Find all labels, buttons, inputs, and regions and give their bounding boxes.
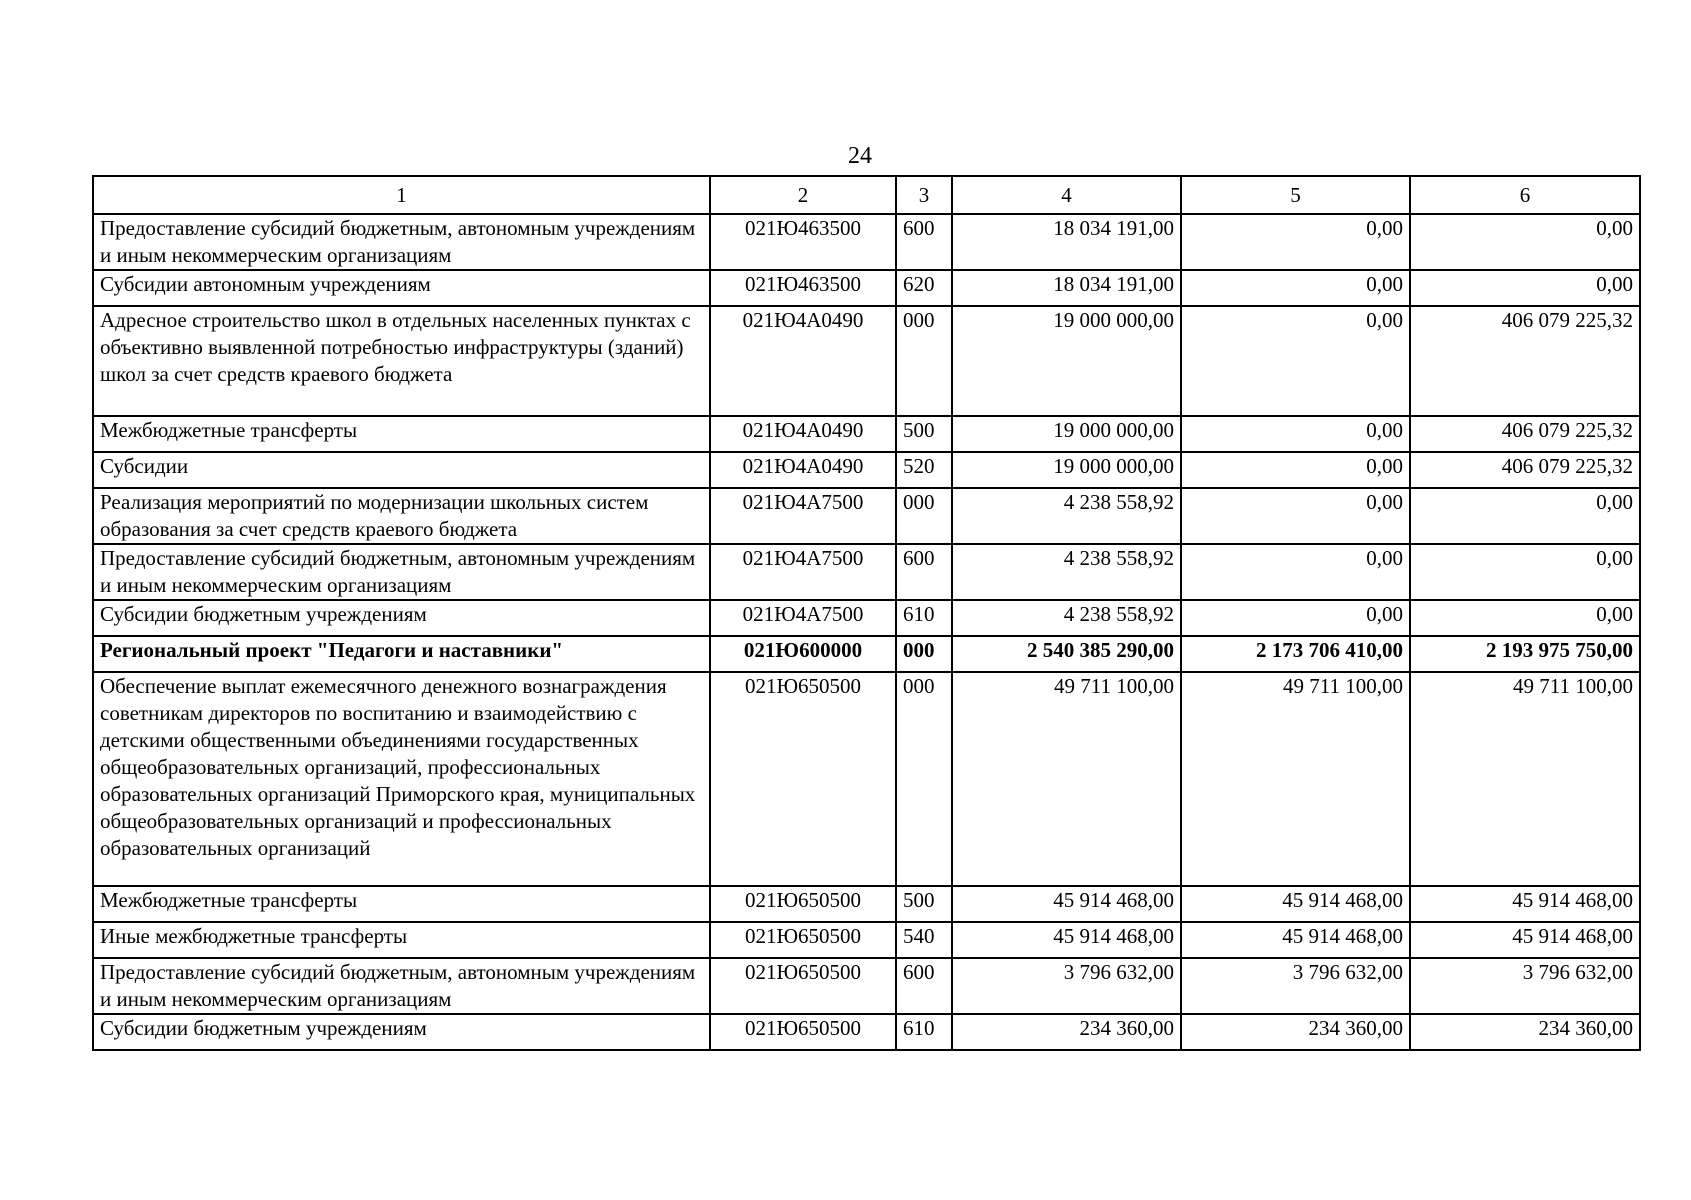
row-expense-type: 000 <box>896 672 952 886</box>
row-value-col5: 45 914 468,00 <box>1181 922 1410 958</box>
row-value-col5: 0,00 <box>1181 452 1410 488</box>
row-expense-type: 500 <box>896 886 952 922</box>
row-code: 021Ю650500 <box>710 672 896 886</box>
row-name: Межбюджетные трансферты <box>93 416 710 452</box>
row-code: 021Ю463500 <box>710 214 896 270</box>
row-value-col5: 45 914 468,00 <box>1181 886 1410 922</box>
row-value-col6: 0,00 <box>1410 270 1640 306</box>
row-expense-type: 540 <box>896 922 952 958</box>
row-code: 021Ю650500 <box>710 1014 896 1050</box>
row-expense-type: 600 <box>896 214 952 270</box>
row-value-col6: 0,00 <box>1410 600 1640 636</box>
row-value-col4: 4 238 558,92 <box>952 600 1181 636</box>
row-value-col4: 45 914 468,00 <box>952 886 1181 922</box>
row-code: 021Ю4А7500 <box>710 488 896 544</box>
row-expense-type: 620 <box>896 270 952 306</box>
table-row <box>93 922 1640 958</box>
row-value-col5: 0,00 <box>1181 306 1410 416</box>
row-code: 021Ю4А0490 <box>710 452 896 488</box>
row-value-col6: 45 914 468,00 <box>1410 886 1640 922</box>
row-code: 021Ю600000 <box>710 636 896 672</box>
row-value-col6: 2 193 975 750,00 <box>1410 636 1640 672</box>
row-name: Адресное строительство школ в отдельных населенных пунктах с объективно выявленной потребностью инфраструктуры (зданий) школ за счет средств краевого бюджета <box>93 306 710 416</box>
column-header-6: 6 <box>1410 176 1640 214</box>
column-header-5: 5 <box>1181 176 1410 214</box>
table-row <box>93 270 1640 306</box>
row-code: 021Ю650500 <box>710 886 896 922</box>
row-code: 021Ю463500 <box>710 270 896 306</box>
row-expense-type: 520 <box>896 452 952 488</box>
row-code: 021Ю650500 <box>710 922 896 958</box>
table-row <box>93 544 1640 600</box>
table-row <box>93 416 1640 452</box>
row-value-col6: 406 079 225,32 <box>1410 452 1640 488</box>
row-value-col6: 234 360,00 <box>1410 1014 1640 1050</box>
table-row-project-total <box>93 636 1640 672</box>
row-expense-type: 600 <box>896 958 952 1014</box>
row-expense-type: 000 <box>896 488 952 544</box>
row-name: Субсидии бюджетным учреждениям <box>93 600 710 636</box>
row-value-col6: 0,00 <box>1410 544 1640 600</box>
header-row <box>93 176 1640 214</box>
column-header-1: 1 <box>93 176 710 214</box>
row-code: 021Ю4А7500 <box>710 600 896 636</box>
row-value-col5: 0,00 <box>1181 544 1410 600</box>
row-value-col5: 3 796 632,00 <box>1181 958 1410 1014</box>
row-value-col5: 2 173 706 410,00 <box>1181 636 1410 672</box>
row-code: 021Ю4А7500 <box>710 544 896 600</box>
row-value-col4: 19 000 000,00 <box>952 416 1181 452</box>
row-value-col4: 19 000 000,00 <box>952 306 1181 416</box>
row-name: Предоставление субсидий бюджетным, автономным учреждениям и иным некоммерческим организациям <box>93 958 710 1014</box>
row-name: Субсидии <box>93 452 710 488</box>
row-value-col6: 0,00 <box>1410 488 1640 544</box>
row-value-col4: 18 034 191,00 <box>952 270 1181 306</box>
row-value-col4: 4 238 558,92 <box>952 544 1181 600</box>
table-row <box>93 1014 1640 1050</box>
row-name: Субсидии автономным учреждениям <box>93 270 710 306</box>
row-value-col6: 406 079 225,32 <box>1410 416 1640 452</box>
page-number: 24 <box>848 143 872 169</box>
row-name: Межбюджетные трансферты <box>93 886 710 922</box>
row-expense-type: 610 <box>896 600 952 636</box>
row-value-col6: 49 711 100,00 <box>1410 672 1640 886</box>
table-row <box>93 600 1640 636</box>
table-row <box>93 958 1640 1014</box>
table-row <box>93 306 1640 416</box>
row-value-col4: 4 238 558,92 <box>952 488 1181 544</box>
row-expense-type: 000 <box>896 306 952 416</box>
row-name: Иные межбюджетные трансферты <box>93 922 710 958</box>
row-value-col4: 19 000 000,00 <box>952 452 1181 488</box>
row-value-col6: 3 796 632,00 <box>1410 958 1640 1014</box>
row-expense-type: 600 <box>896 544 952 600</box>
row-name: Обеспечение выплат ежемесячного денежного вознаграждения советникам директоров по воспитанию и взаимодействию с детскими общественными объединениями государственных общеобразовательных организаций, профессиональных образовательных организаций Приморского края, муниципальных общеобразовательных организаций и профессиональных образовательных организаций <box>93 672 710 886</box>
row-value-col5: 0,00 <box>1181 600 1410 636</box>
column-header-2: 2 <box>710 176 896 214</box>
row-value-col4: 45 914 468,00 <box>952 922 1181 958</box>
row-value-col5: 0,00 <box>1181 214 1410 270</box>
row-value-col5: 0,00 <box>1181 270 1410 306</box>
row-value-col6: 406 079 225,32 <box>1410 306 1640 416</box>
column-header-4: 4 <box>952 176 1181 214</box>
row-name: Предоставление субсидий бюджетным, автономным учреждениям и иным некоммерческим организациям <box>93 214 710 270</box>
column-header-3: 3 <box>896 176 952 214</box>
row-value-col5: 234 360,00 <box>1181 1014 1410 1050</box>
row-value-col5: 0,00 <box>1181 416 1410 452</box>
row-name: Реализация мероприятий по модернизации школьных систем образования за счет средств краевого бюджета <box>93 488 710 544</box>
table-row <box>93 886 1640 922</box>
row-value-col4: 234 360,00 <box>952 1014 1181 1050</box>
row-expense-type: 610 <box>896 1014 952 1050</box>
row-expense-type: 500 <box>896 416 952 452</box>
row-value-col4: 18 034 191,00 <box>952 214 1181 270</box>
table-row <box>93 488 1640 544</box>
row-code: 021Ю4А0490 <box>710 306 896 416</box>
row-name: Предоставление субсидий бюджетным, автономным учреждениям и иным некоммерческим организациям <box>93 544 710 600</box>
row-value-col5: 0,00 <box>1181 488 1410 544</box>
row-value-col6: 0,00 <box>1410 214 1640 270</box>
budget-table <box>92 175 1641 1051</box>
row-value-col5: 49 711 100,00 <box>1181 672 1410 886</box>
row-code: 021Ю650500 <box>710 958 896 1014</box>
row-value-col4: 3 796 632,00 <box>952 958 1181 1014</box>
row-code: 021Ю4А0490 <box>710 416 896 452</box>
table-row <box>93 214 1640 270</box>
row-value-col4: 2 540 385 290,00 <box>952 636 1181 672</box>
row-value-col6: 45 914 468,00 <box>1410 922 1640 958</box>
row-name: Региональный проект "Педагоги и наставники" <box>93 636 710 672</box>
table-row <box>93 672 1640 886</box>
table-row <box>93 452 1640 488</box>
row-expense-type: 000 <box>896 636 952 672</box>
row-name: Субсидии бюджетным учреждениям <box>93 1014 710 1050</box>
row-value-col4: 49 711 100,00 <box>952 672 1181 886</box>
